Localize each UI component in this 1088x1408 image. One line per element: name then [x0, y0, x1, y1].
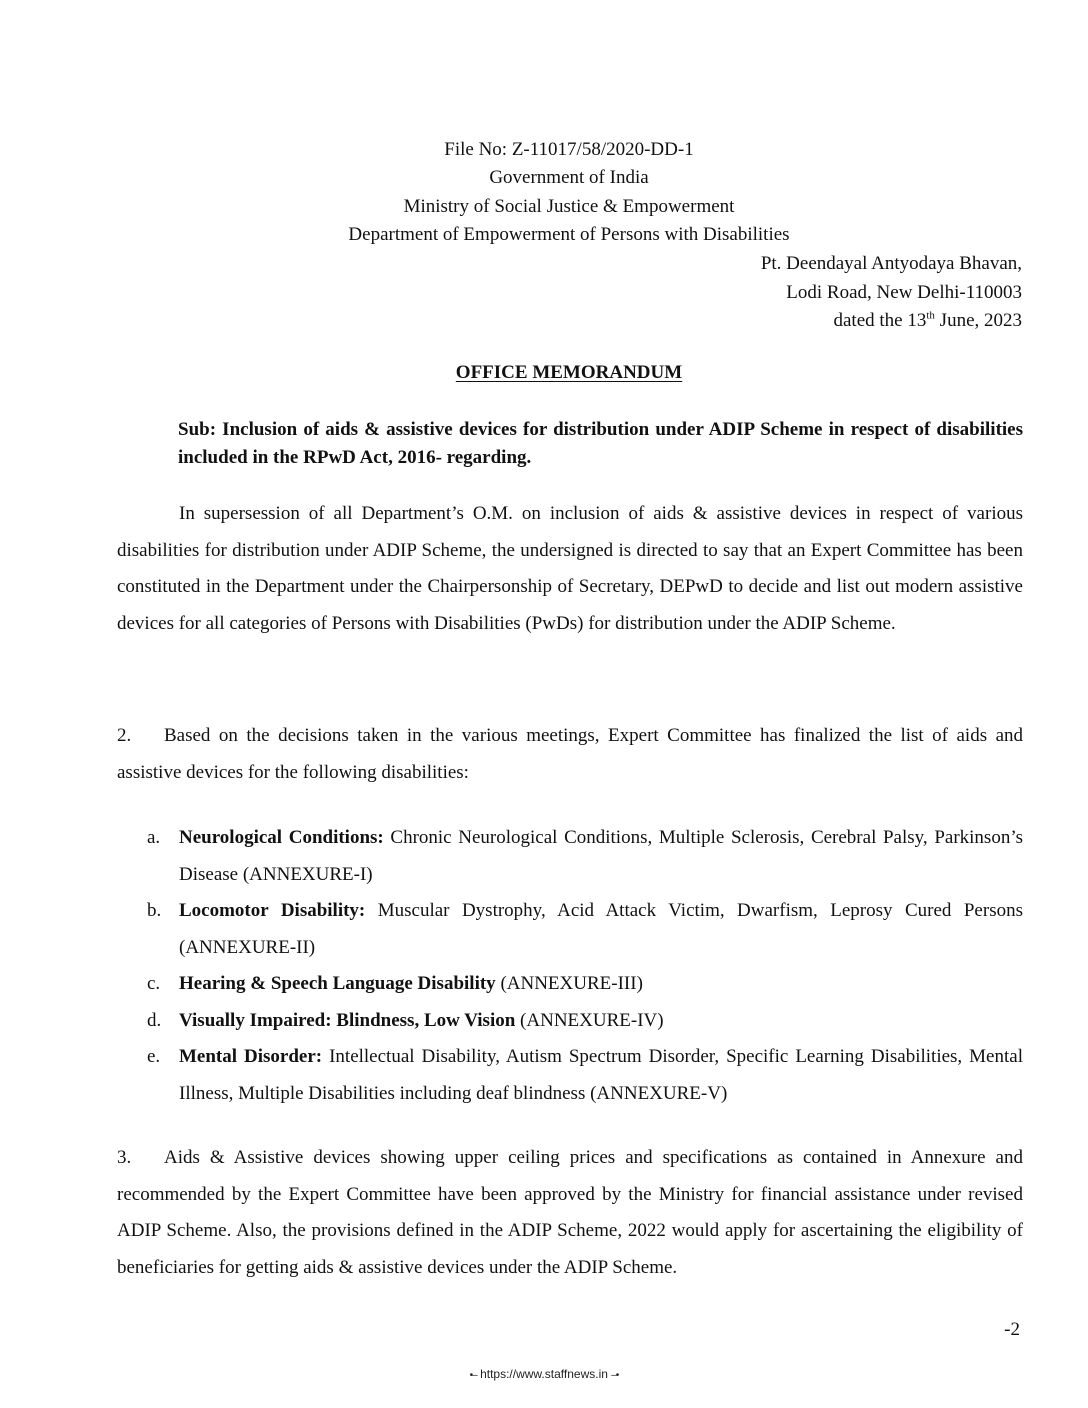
list-item-heading: Visually Impaired: Blindness, Low Vision	[179, 1009, 516, 1031]
page-title: OFFICE MEMORANDUM	[455, 362, 683, 383]
address-line-1: Pt. Deendayal Antyodaya Bhavan,	[760, 253, 1022, 274]
list-item-heading: Neurological Conditions:	[179, 827, 384, 848]
list-item	[147, 1003, 1023, 1040]
paragraph-1-text: In supersession of all Department’s O.M. on inclusion of aids & assistive devices in respect of various disabilities for distribution under ADIP Scheme, the undersigned is directed to say that an Expert Committee has been constituted in the Department under the Chairpersonship of Secretary, DEPwD to decide and list out modern assistive devices for all categories of Persons with Disabilities (PwDs) for distribution under the ADIP Scheme.	[117, 503, 1023, 634]
paragraph-2-number: 2.	[117, 725, 132, 746]
list-item-text: Muscular Dystrophy, Acid Attack Victim, Dwarfism, Leprosy Cured Persons (ANNEXURE-II)	[179, 900, 1023, 958]
date-ordinal: th	[926, 309, 935, 322]
list-item-heading: Mental Disorder:	[179, 1046, 323, 1067]
footer-watermark	[0, 1366, 1088, 1384]
list-marker: b.	[147, 900, 162, 921]
disability-list	[147, 820, 1023, 1112]
page-number: -2	[1004, 1319, 1020, 1340]
list-item-heading: Hearing & Speech Language Disability	[179, 973, 496, 994]
paragraph-3	[117, 1140, 1023, 1286]
paragraph-3-number: 3.	[117, 1147, 132, 1168]
list-item	[147, 820, 1023, 893]
paragraph-1	[117, 496, 1023, 642]
list-marker: e.	[147, 1046, 161, 1067]
list-item	[147, 1039, 1023, 1112]
list-item-text: (ANNEXURE-III)	[495, 973, 643, 994]
list-item	[147, 966, 1023, 1003]
list-item-text: Chronic Neurological Conditions, Multiple Sclerosis, Cerebral Palsy, Parkinson’s Disease (ANNEXURE-I)	[179, 827, 1023, 885]
list-item-text: (ANNEXURE-IV)	[515, 1009, 664, 1031]
list-marker: d.	[147, 1009, 162, 1031]
paragraph-2	[117, 718, 1023, 791]
subject-line: Sub: Inclusion of aids & assistive devices for distribution under ADIP Scheme in respect of disabilities included in the RPwD Act, 2016- regarding.	[178, 419, 1023, 468]
footer-link[interactable]: https://www.staffnews.in	[476, 1367, 612, 1381]
ministry-name: Ministry of Social Justice & Empowerment	[403, 196, 735, 217]
paragraph-2-text: Based on the decisions taken in the various meetings, Expert Committee has finalized the list of aids and assistive devices for the following disabilities:	[117, 725, 1023, 783]
date-suffix: June, 2023	[934, 310, 1022, 331]
file-number: File No: Z-11017/58/2020-DD-1	[444, 139, 694, 160]
government-name: Government of India	[489, 167, 649, 188]
list-item	[147, 893, 1023, 966]
paragraph-3-text: Aids & Assistive devices showing upper ceiling prices and specifications as contained in Annexure and recommended by the Expert Committee have been approved by the Ministry for financial assistance under revised ADIP Scheme. Also, the provisions defined in the ADIP Scheme, 2022 would apply for ascertaining the eligibility of beneficiaries for getting aids & assistive devices under the ADIP Scheme.	[117, 1147, 1023, 1278]
ornament-icon: –•	[611, 1370, 619, 1381]
list-item-text: Intellectual Disability, Autism Spectrum Disorder, Specific Learning Disabilities, Mental Illness, Multiple Disabilities including deaf blindness (ANNEXURE-V)	[179, 1046, 1023, 1104]
address-line-2: Lodi Road, New Delhi-110003	[786, 282, 1022, 303]
list-marker: a.	[147, 827, 161, 848]
date-prefix: dated the 13	[833, 310, 927, 331]
ornament-icon: •–	[469, 1370, 477, 1381]
memo-date	[834, 309, 1023, 333]
department-name: Department of Empowerment of Persons with Disabilities	[348, 224, 790, 245]
list-marker: c.	[147, 973, 161, 994]
list-item-heading: Locomotor Disability:	[179, 900, 366, 921]
